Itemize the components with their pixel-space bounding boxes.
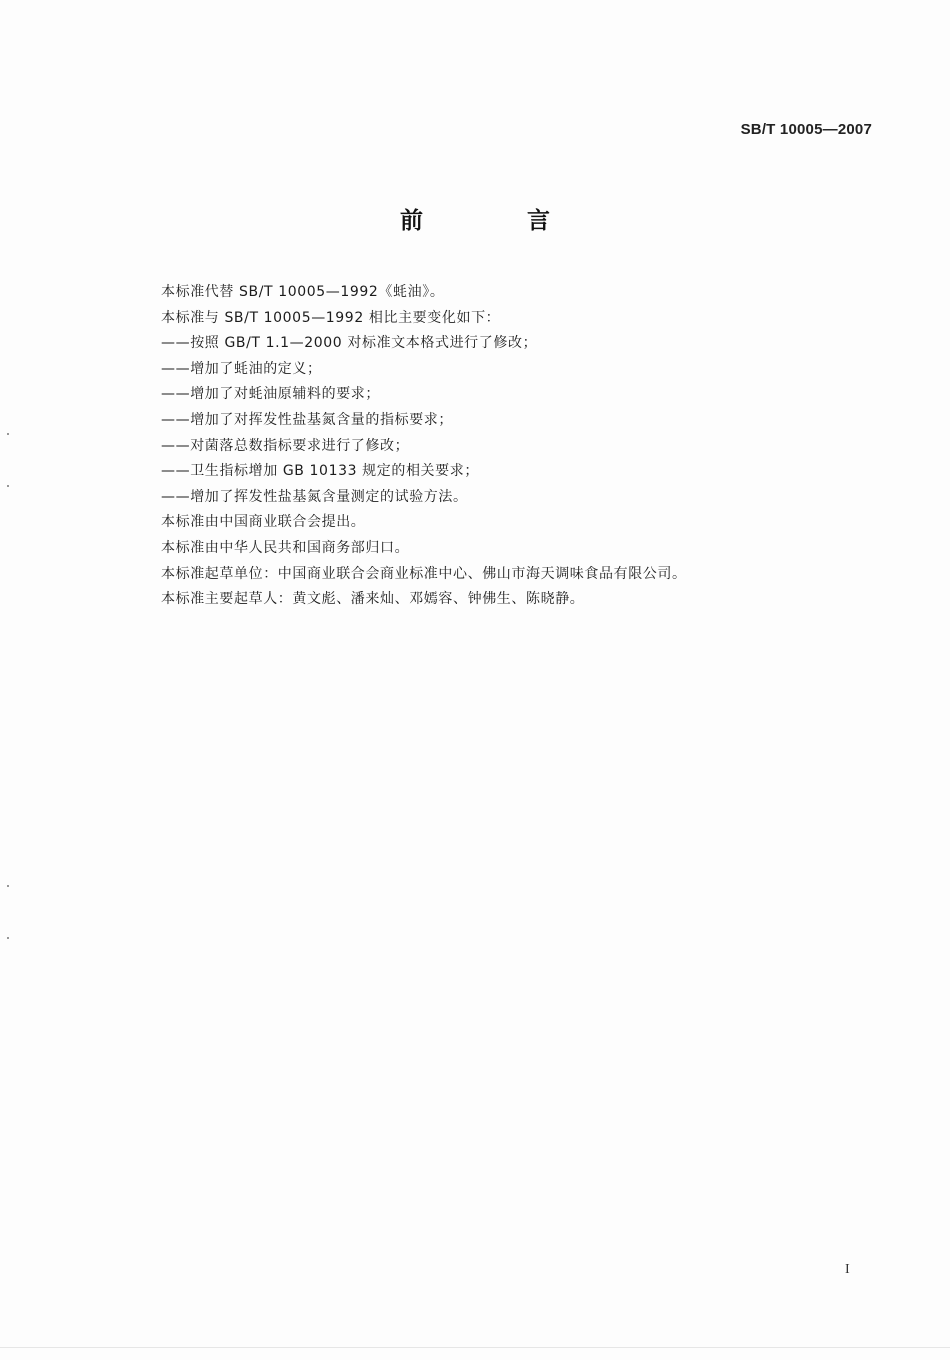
scan-speck xyxy=(7,885,9,887)
scan-speck xyxy=(7,485,9,487)
change-item: ——增加了对挥发性盐基氮含量的指标要求； xyxy=(161,411,453,428)
change-item: ——对菌落总数指标要求进行了修改； xyxy=(161,437,410,454)
page-number: I xyxy=(845,1262,850,1277)
scan-speck xyxy=(7,433,9,435)
scan-bottom-edge xyxy=(0,1347,950,1348)
change-item: ——卫生指标增加 GB 10133 规定的相关要求； xyxy=(161,463,479,480)
paragraph-drafting-units: 本标准起草单位：中国商业联合会商业标准中心、佛山市海天调味食品有限公司。 xyxy=(161,565,687,582)
change-item: ——增加了蚝油的定义； xyxy=(161,360,322,377)
standard-code: SB/T 10005—2007 xyxy=(740,121,872,138)
change-item: ——增加了对蚝油原辅料的要求； xyxy=(161,386,380,403)
paragraph-proposer: 本标准由中国商业联合会提出。 xyxy=(161,514,366,531)
scan-speck xyxy=(7,937,9,939)
page-title: 前 言 xyxy=(399,208,598,234)
change-item: ——增加了挥发性盐基氮含量测定的试验方法。 xyxy=(161,488,468,505)
foreword-body xyxy=(161,280,861,613)
paragraph-replaces: 本标准代替 SB/T 10005—1992《蚝油》。 xyxy=(161,284,445,300)
paragraph-drafters: 本标准主要起草人：黄文彪、潘来灿、邓嫣容、钟佛生、陈晓静。 xyxy=(161,591,585,608)
paragraph-changes-intro: 本标准与 SB/T 10005—1992 相比主要变化如下： xyxy=(161,309,501,326)
paragraph-centralized: 本标准由中华人民共和国商务部归口。 xyxy=(161,539,410,556)
change-item: ——按照 GB/T 1.1—2000 对标准文本格式进行了修改； xyxy=(161,335,538,352)
